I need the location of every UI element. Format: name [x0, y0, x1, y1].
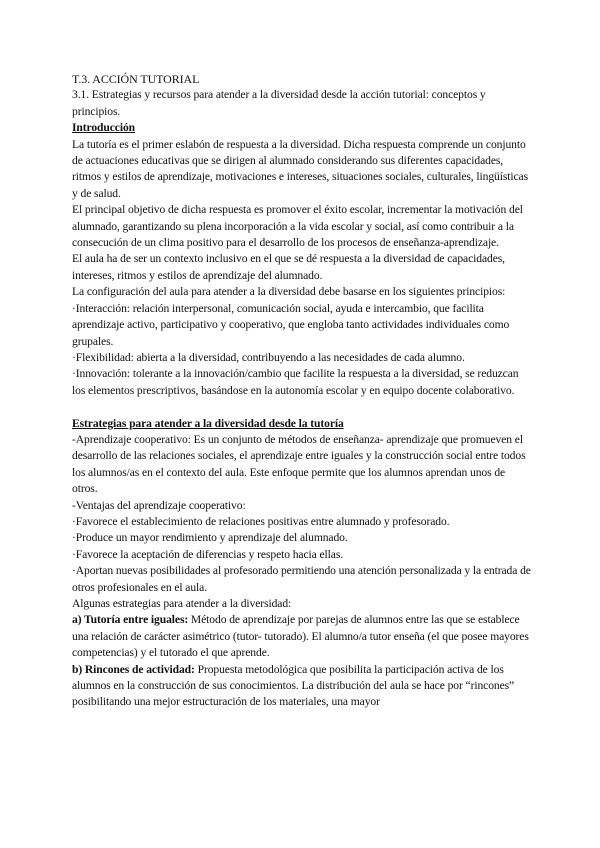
advantage-item: ·Produce un mayor rendimiento y aprendizaje del alumnado.	[72, 531, 348, 545]
doc-title: T.3. ACCIÓN TUTORIAL	[72, 72, 200, 86]
intro-paragraph: El aula ha de ser un contexto inclusivo en el que se dé respuesta a la diversidad de capacidades, intereses, ritmos y estilos de aprendizaje del alumnado.	[72, 252, 505, 282]
principle-item: ·Interacción: relación interpersonal, comunicación social, ayuda e intercambio, que facilita aprendizaje activo, participativo y cooperativo, que engloba tanto actividades individuales como grupales.	[72, 301, 510, 348]
intro-paragraph: La tutoría es el primer eslabón de respuesta a la diversidad. Dicha respuesta comprende un conjunto de actuaciones educativas que se dirigen al alumnado considerando sus diferentes capacidades, ritmos y estilos de aprendizaje, motivaciones e intereses, situaciones sociales, culturales, lingüísticas y de salud.	[72, 137, 529, 200]
intro-heading: Introducción	[72, 121, 136, 135]
advantage-item: ·Aportan nuevas posibilidades al profesorado permitiendo una atención personalizada y la entrada de otros profesionales en el aula.	[72, 564, 531, 594]
strategy-item-a-label: a) Tutoría entre iguales:	[72, 613, 189, 627]
advantage-item: ·Favorece la aceptación de diferencias y respeto hacia ellas.	[72, 547, 344, 561]
strategies-paragraph: -Aprendizaje cooperativo: Es un conjunto de métodos de enseñanza- aprendizaje que promueven el desarrollo de las relaciones sociales, el aprendizaje entre iguales y la construcción social entre todos los alumnos/as en el contexto del aula. Este enfoque permite que los alumnos aprendan unos de otros.	[72, 432, 526, 496]
principle-item: ·Flexibilidad: abierta a la diversidad, contribuyendo a las necesidades de cada alumno.	[72, 350, 465, 364]
strategy-item-a	[72, 612, 532, 661]
strategies-heading: Estrategias para atender a la diversidad desde la tutoría	[72, 416, 344, 430]
intro-paragraph: El principal objetivo de dicha respuesta es promover el éxito escolar, incrementar la motivación del alumnado, garantizando su plena incorporación a la vida escolar y social, así como contribuir a la consecución de un clima positivo para el desarrollo de los procesos de enseñanza-aprendizaje.	[72, 203, 523, 250]
intro-paragraph: La configuración del aula para atender a la diversidad debe basarse en los siguientes principios:	[72, 285, 506, 299]
document-page	[72, 71, 532, 711]
strategy-item-b-text: Propuesta metodológica que posibilita la participación activa de los alumnos en la construcción de sus conocimientos. La distribución del aula se hace por “rincones” posibilitando una mejor estructuración de los materiales, una mayor	[72, 662, 515, 709]
advantage-item: ·Favorece el establecimiento de relaciones positivas entre alumnado y profesorado.	[72, 514, 450, 528]
doc-subtitle: 3.1. Estrategias y recursos para atender a la diversidad desde la acción tutorial: conceptos y principios.	[72, 88, 486, 118]
principle-item: ·Innovación: tolerante a la innovación/cambio que facilite la respuesta a la diversidad, se reduzcan los elementos prescriptivos, basándose en la autonomía escolar y en equipo docente colaborativo.	[72, 367, 519, 397]
strategy-item-a-text: Método de aprendizaje por parejas de alumnos entre las que se establece una relación de carácter asimétrico (tutor- tutorado). El alumno/a tutor enseña (el que posee mayores competencias) y el tutorado el que aprende.	[72, 613, 529, 660]
strategy-item-b-label: b) Rincones de actividad:	[72, 662, 195, 676]
strategy-item-b	[72, 662, 532, 711]
strategies-paragraph: -Ventajas del aprendizaje cooperativo:	[72, 498, 246, 512]
strategies-paragraph: Algunas estrategias para atender a la diversidad:	[72, 596, 292, 610]
